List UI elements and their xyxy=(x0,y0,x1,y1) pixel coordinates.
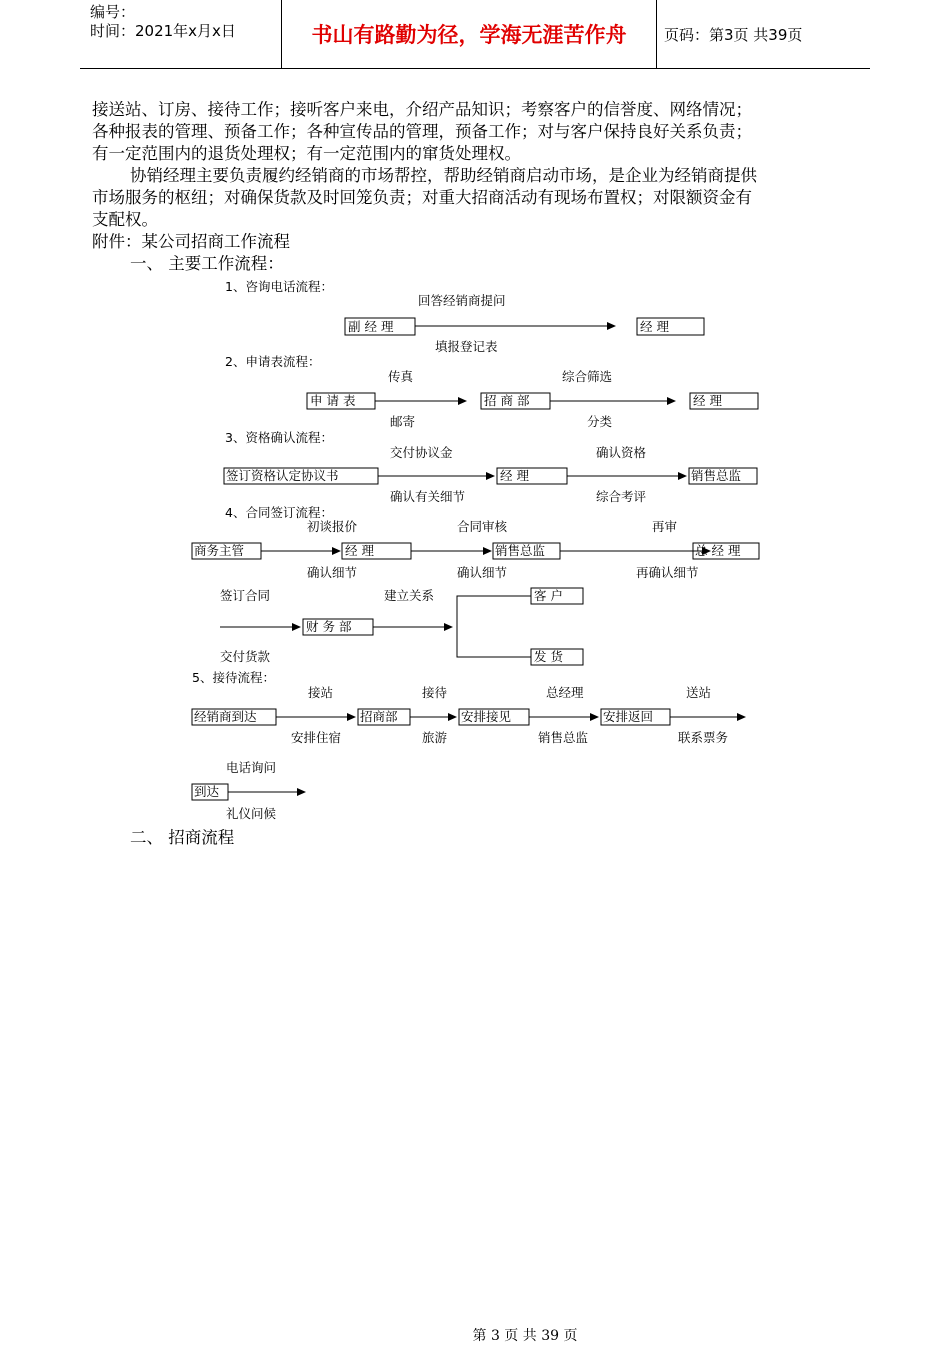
flow1-top-label: 回答经销商提问 xyxy=(418,293,506,308)
flow4-box2-label: 经 理 xyxy=(345,543,374,558)
paragraph-line: 协销经理主要负责履约经销商的市场帮控，帮助经销商启动市场，是企业为经销商提供 xyxy=(130,166,757,185)
flow1-bottom-label: 填报登记表 xyxy=(435,339,498,354)
flow3-bottom-label: 综合考评 xyxy=(596,489,647,504)
page-footer: 第 3 页 共 39 页 xyxy=(472,1328,578,1344)
flow5-box2-label: 招商部 xyxy=(360,709,398,724)
flow2-bottom-label: 邮寄 xyxy=(390,414,416,429)
flow4-top-label: 初谈报价 xyxy=(307,519,358,534)
flow4-pay-label: 交付货款 xyxy=(220,649,271,664)
flow4-bottom-label: 确认细节 xyxy=(457,565,508,580)
flow2-top-label: 综合筛选 xyxy=(562,369,613,384)
flow5-top-label: 接站 xyxy=(308,685,334,700)
flow1-title: 1、咨询电话流程： xyxy=(225,279,333,294)
section-1-heading: 一、 主要工作流程： xyxy=(130,254,284,273)
flow3-title: 3、资格确认流程： xyxy=(225,430,333,445)
flow1-box2-label: 经 理 xyxy=(640,319,669,334)
flow5-top-label: 总经理 xyxy=(546,685,584,700)
flow3-box1-label: 签订资格认定协议书 xyxy=(226,468,339,483)
flow4-sign-label: 签订合同 xyxy=(220,588,271,603)
flow5-top-label: 接待 xyxy=(422,685,448,700)
customer-box-label: 客 户 xyxy=(534,588,563,603)
paragraph-line: 各种报表的管理、预备工作；各种宣传品的管理，预备工作；对与客户保持良好关系负责； xyxy=(92,122,752,141)
flow4-box3-label: 销售总监 xyxy=(495,543,546,558)
paragraph-line: 支配权。 xyxy=(92,210,158,229)
flow5-box1-label: 经销商到达 xyxy=(194,709,257,724)
header-page-label: 页码：第3页 共39页 xyxy=(664,26,803,44)
flow4-box4-label: 总 经 理 xyxy=(695,543,741,558)
flow5-bottom-label: 旅游 xyxy=(422,730,448,745)
flow3-top-label: 确认资格 xyxy=(596,445,647,460)
flow6-top-label: 电话询问 xyxy=(226,760,277,775)
flow2-box3-label: 经 理 xyxy=(693,393,722,408)
flow5-title: 5、接待流程： xyxy=(192,670,275,685)
branch-line xyxy=(457,596,531,657)
flow6-bottom-label: 礼仪问候 xyxy=(226,806,277,821)
ship-box-label: 发 货 xyxy=(534,649,563,664)
flow5-bottom-label: 安排住宿 xyxy=(291,730,342,745)
flow4-top-label: 合同审核 xyxy=(457,519,508,534)
time-label: 时间：2021年x月x日 xyxy=(90,22,236,40)
flow3-bottom-label: 确认有关细节 xyxy=(390,489,466,504)
flow4-relation-label: 建立关系 xyxy=(384,588,435,603)
flow2-bottom-label: 分类 xyxy=(587,414,613,429)
flow2-top-label: 传真 xyxy=(388,369,414,384)
flow6-box-label: 到达 xyxy=(194,784,220,799)
flow3-box2-label: 经 理 xyxy=(500,468,529,483)
flow5-box4-label: 安排返回 xyxy=(603,709,654,724)
finance-box-label: 财 务 部 xyxy=(306,619,352,634)
paragraph-line: 市场服务的枢纽；对确保货款及时回笼负责；对重大招商活动有现场布置权；对限额资金有 xyxy=(92,188,752,207)
section-2-heading: 二、 招商流程 xyxy=(130,828,235,847)
paragraph-line: 有一定范围内的退货处理权；有一定范围内的窜货处理权。 xyxy=(92,144,521,163)
number-label: 编号： xyxy=(90,3,136,21)
flow4-title: 4、合同签订流程： xyxy=(225,505,333,520)
flow5-bottom-label: 销售总监 xyxy=(538,730,589,745)
header-motto: 书山有路勤为径，学海无涯苦作舟 xyxy=(281,0,657,68)
flow4-bottom-label: 再确认细节 xyxy=(636,565,699,580)
flow4-bottom-label: 确认细节 xyxy=(307,565,358,580)
flow5-box3-label: 安排接见 xyxy=(461,709,512,724)
paragraph-line: 接送站、订房、接待工作；接听客户来电，介绍产品知识；考察客户的信誉度、网络情况； xyxy=(92,100,752,119)
flow3-top-label: 交付协议金 xyxy=(390,445,453,460)
flow4-box1-label: 商务主管 xyxy=(194,543,245,558)
flow5-bottom-label: 联系票务 xyxy=(678,730,729,745)
flow2-box2-label: 招 商 部 xyxy=(484,393,530,408)
flow5-top-label: 送站 xyxy=(686,685,712,700)
flow1-box1-label: 副 经 理 xyxy=(348,319,394,334)
flow2-title: 2、申请表流程： xyxy=(225,354,321,369)
flow4-top-label: 再审 xyxy=(652,519,678,534)
flow2-box1-label: 申 请 表 xyxy=(310,393,356,408)
flow3-box3-label: 销售总监 xyxy=(691,468,742,483)
appendix-title: 附件：某公司招商工作流程 xyxy=(92,232,290,251)
